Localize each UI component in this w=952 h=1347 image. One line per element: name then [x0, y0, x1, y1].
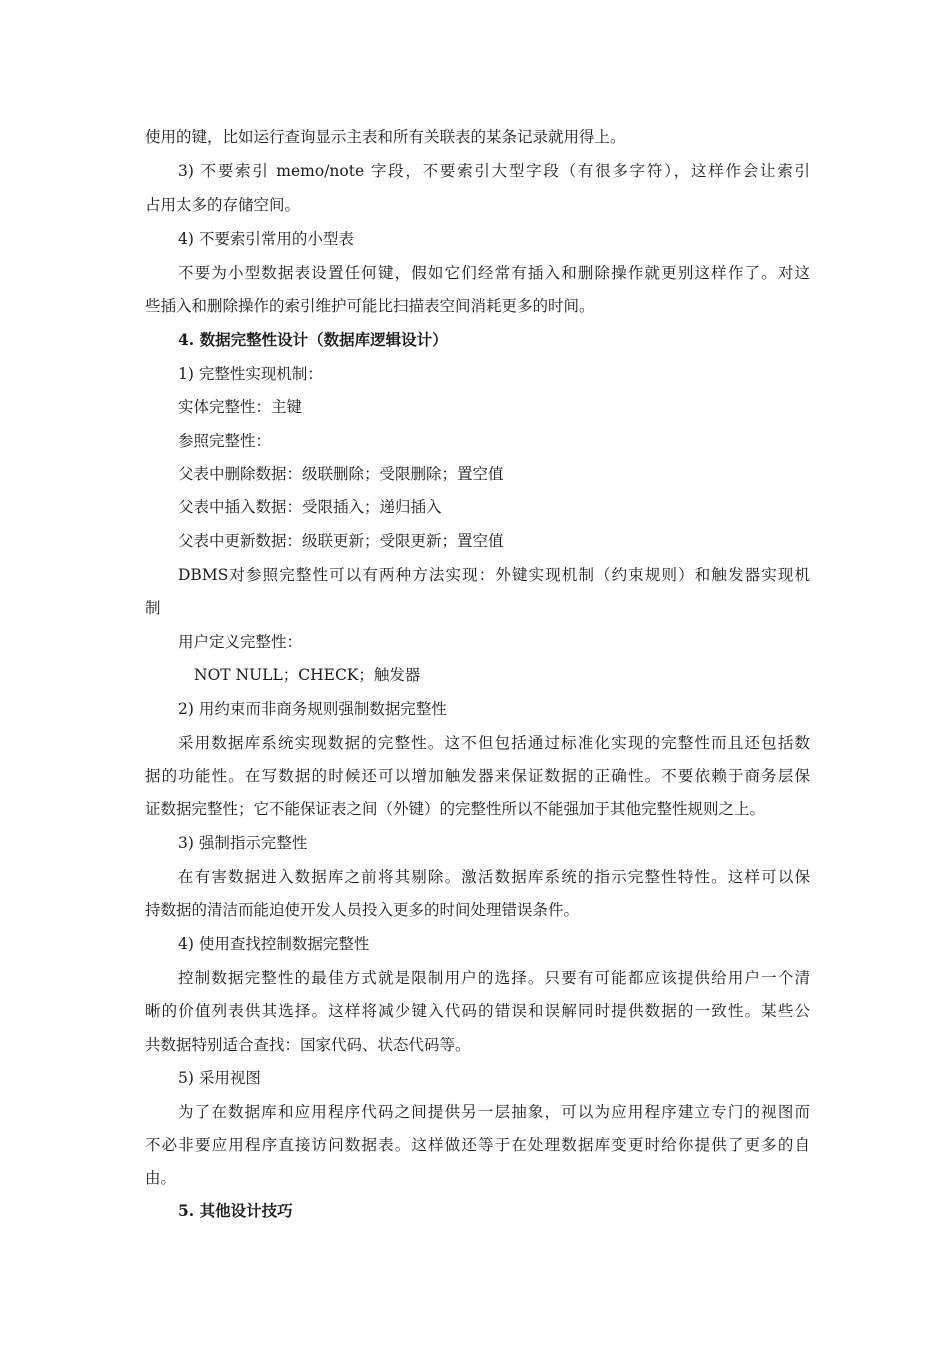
list-item-5: 5) 采用视图 — [178, 1069, 261, 1087]
paragraph-line: 些插入和删除操作的索引维护可能比扫描表空间消耗更多的时间。 — [145, 297, 595, 315]
text-line: 实体完整性：主键 — [178, 398, 303, 416]
paragraph-line: 共数据特别适合查找：国家代码、状态代码等。 — [145, 1036, 471, 1054]
paragraph-line: 持数据的清洁而能迫使开发人员投入更多的时间处理错误条件。 — [145, 901, 580, 919]
list-item-3: 3) 强制指示完整性 — [178, 834, 308, 852]
text-line: 参照完整性： — [178, 432, 272, 450]
section-heading-5: 5. 其他设计技巧 — [178, 1201, 293, 1220]
text-line: 使用的键，比如运行查询显示主表和所有关联表的某条记录就用得上。 — [145, 128, 626, 146]
section-heading-4: 4. 数据完整性设计（数据库逻辑设计） — [178, 330, 448, 349]
list-item-1: 1) 完整性实现机制： — [178, 365, 323, 383]
list-item-2: 2) 用约束而非商务规则强制数据完整性 — [178, 700, 447, 718]
list-item-4: 4) 使用查找控制数据完整性 — [178, 935, 370, 953]
text-line: 父表中删除数据：级联删除；受限删除；置空值 — [178, 465, 504, 483]
paragraph-line: 晰的价值列表供其选择。这样将减少键入代码的错误和误解同时提供数据的一致性。某些公 — [145, 1002, 810, 1020]
text-line: 用户定义完整性： — [178, 633, 303, 651]
paragraph-line: 为了在数据库和应用程序代码之间提供另一层抽象，可以为应用程序建立专门的视图而 — [178, 1103, 810, 1121]
list-item-4: 4) 不要索引常用的小型表 — [178, 230, 354, 248]
paragraph-line: DBMS对参照完整性可以有两种方法实现：外键实现机制（约束规则）和触发器实现机 — [178, 566, 810, 584]
paragraph-line: 制 — [145, 599, 161, 617]
paragraph-line: 在有害数据进入数据库之前将其剔除。激活数据库系统的指示完整性特性。这样可以保 — [178, 868, 810, 886]
list-item-3: 3) 不要索引 memo/note 字段，不要索引大型字段（有很多字符），这样作会让索引 — [178, 162, 810, 180]
paragraph-line: 不必非要应用程序直接访问数据表。这样做还等于在处理数据库变更时给你提供了更多的自 — [145, 1136, 810, 1154]
paragraph-line: 控制数据完整性的最佳方式就是限制用户的选择。只要有可能都应该提供给用户一个清 — [178, 969, 810, 987]
text-line: NOT NULL；CHECK；触发器 — [194, 666, 421, 684]
paragraph-line: 据的功能性。在写数据的时候还可以增加触发器来保证数据的正确性。不要依赖于商务层保 — [145, 767, 810, 785]
paragraph-line: 由。 — [145, 1169, 177, 1187]
paragraph-line: 证数据完整性；它不能保证表之间（外键）的完整性所以不能强加于其他完整性规则之上。 — [145, 800, 766, 818]
paragraph-line: 采用数据库系统实现数据的完整性。这不但包括通过标准化实现的完整性而且还包括数 — [178, 734, 810, 752]
paragraph-line: 不要为小型数据表设置任何键，假如它们经常有插入和删除操作就更别这样作了。对这 — [178, 264, 810, 282]
text-line: 占用太多的存储空间。 — [145, 196, 301, 214]
text-line: 父表中插入数据：受限插入；递归插入 — [178, 498, 442, 516]
text-line: 父表中更新数据：级联更新；受限更新；置空值 — [178, 532, 504, 550]
